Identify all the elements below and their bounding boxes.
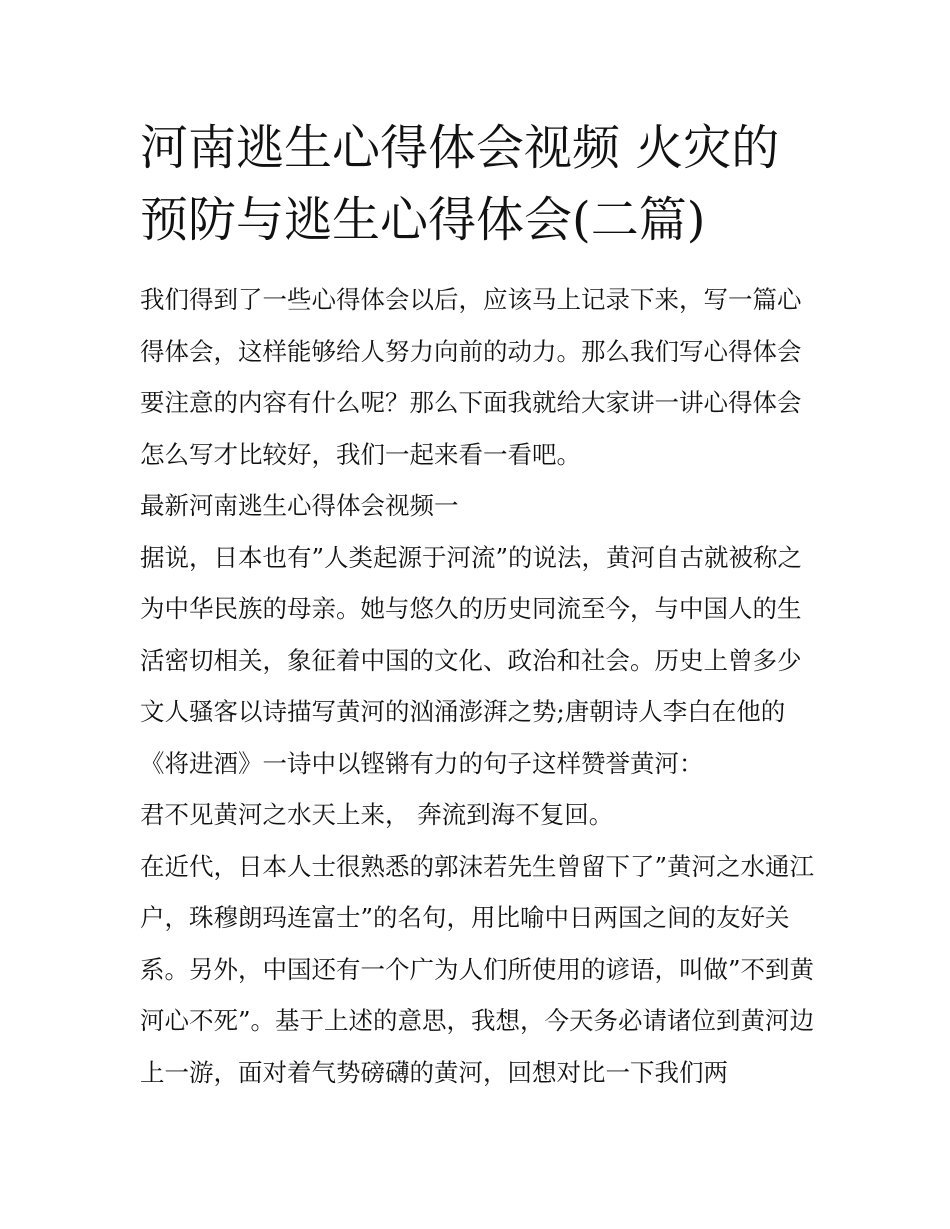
- body-paragraph: 在近代，日本人士很熟悉的郭沫若先生曾留下了”黄河之水通江户，珠穆朗玛连富士”的名句，用比喻中日两国之间的友好关系。另外，中国还有一个广为人们所使用的谚语，叫做”不到黄河心不死”。基于上述的意思，我想，今天务必请诸位到黄河边上一游，面对着气势磅礴的黄河，回想对比一下我们两: [140, 851, 815, 1087]
- body-paragraph: 据说，日本也有”人类起源于河流”的说法，黄河自古就被称之为中华民族的母亲。她与悠久的历史同流至今，与中国人的生活密切相关，象征着中国的文化、政治和社会。历史上曾多少文人骚客以诗描写黄河的汹涌澎湃之势;唐朝诗人李白在他的《将进酒》一诗中以铿锵有力的句子这样赞誉黄河：: [140, 542, 803, 778]
- section-heading: 最新河南逃生心得体会视频一: [140, 491, 459, 520]
- document-body: [140, 274, 820, 1098]
- poem-line: 君不见黄河之水天上来， 奔流到海不复回。: [140, 800, 614, 829]
- document-title: 河南逃生心得体会视频 火灾的预防与逃生心得体会(二篇): [140, 120, 780, 248]
- intro-paragraph: 我们得到了一些心得体会以后，应该马上记录下来，写一篇心得体会，这样能够给人努力向前的动力。那么我们写心得体会要注意的内容有什么呢？那么下面我就给大家讲一讲心得体会怎么写才比较好，我们一起来看一看吧。: [140, 285, 802, 469]
